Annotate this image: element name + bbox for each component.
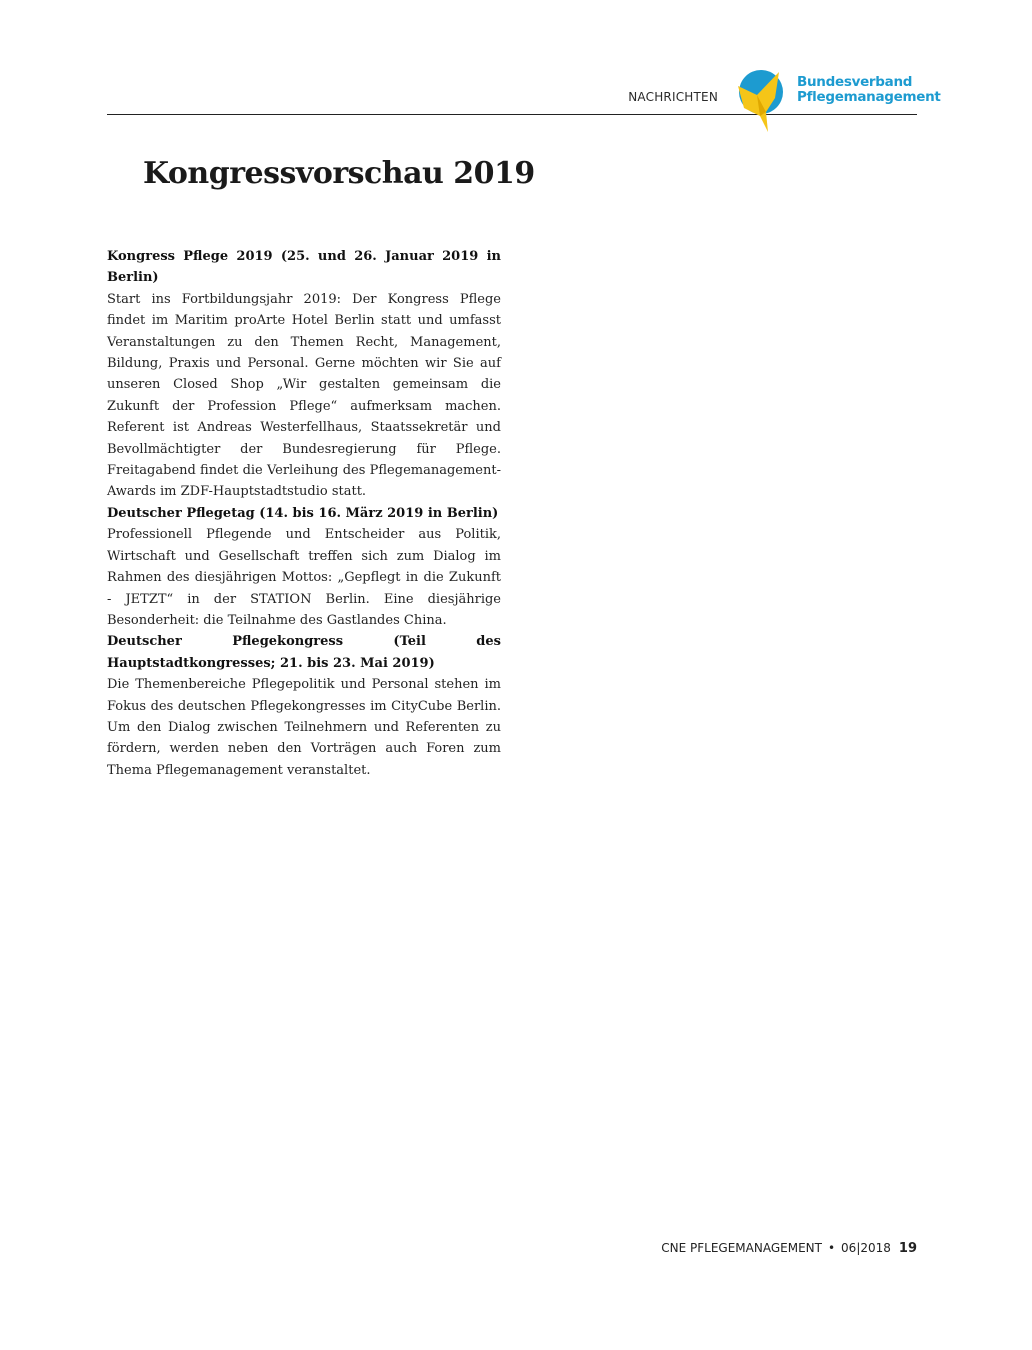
section-text: Professionell Pflegende und Entscheider aus Politik, Wirtschaft und Gesellschaft treffen sich zum Dialog im Rahmen des diesjährigen Mottos: „Gepflegt in die Zukunft - JETZT“ in der STATION Berlin. Eine diesjährige Besonderheit: die Teilnahme des Gastlandes China. xyxy=(107,527,501,628)
page-title: Kongressvorschau 2019 xyxy=(143,156,535,191)
footer-bullet: • xyxy=(827,1241,836,1255)
logo-line-2: Pflegemanagement xyxy=(797,89,941,105)
section-heading: Kongress Pflege 2019 (25. und 26. Januar 2019 in Berlin) xyxy=(107,249,501,286)
section-text: Start ins Fortbildungsjahr 2019: Der Kongress Pflege findet im Maritim proArte Hotel Berlin statt und umfasst Veranstaltungen zu den Themen Recht, Management, Bildung, Praxis und Personal. Gerne möchten wir Sie auf unseren Closed Shop „Wir gestalten gemeinsam die Zukunft der Profession Pflege“ aufmerksam machen. Referent ist Andreas Westerfellhaus, Staatssekretär und Bevollmächtigter der Bundesregierung für Pflege. Freitagabend findet die Verleihung des Pflegemanagement-Awards im ZDF-Hauptstadtstudio statt. xyxy=(107,291,501,500)
section-pflegekongress xyxy=(107,631,501,781)
logo-wordmark xyxy=(797,75,941,105)
section-label: NACHRICHTEN xyxy=(628,90,718,104)
page-footer xyxy=(661,1241,917,1256)
association-logo xyxy=(735,64,941,136)
section-heading: Deutscher Pflegetag (14. bis 16. März 2019 in Berlin) xyxy=(107,505,499,521)
page-header xyxy=(0,0,1032,140)
section-text: Die Themenbereiche Pflegepolitik und Personal stehen im Fokus des deutschen Pflegekongresses im CityCube Berlin. Um den Dialog zwischen Teilnehmern und Referenten zu fördern, werden neben den Vorträgen auch Foren zum Thema Pflegemanagement veranstaltet. xyxy=(107,677,501,778)
issue-number: 06|2018 xyxy=(841,1241,891,1255)
section-pflegetag xyxy=(107,503,501,631)
section-heading: Deutscher Pflegekongress (Teil des Hauptstadtkongresses; 21. bis 23. Mai 2019) xyxy=(107,634,501,671)
publication-name: CNE PFLEGEMANAGEMENT xyxy=(661,1241,822,1255)
logo-line-1: Bundesverband xyxy=(797,74,913,90)
section-kongress-pflege xyxy=(107,246,501,503)
article-body xyxy=(107,246,501,781)
bird-logo-icon xyxy=(735,64,791,136)
page-number: 19 xyxy=(898,1241,917,1256)
